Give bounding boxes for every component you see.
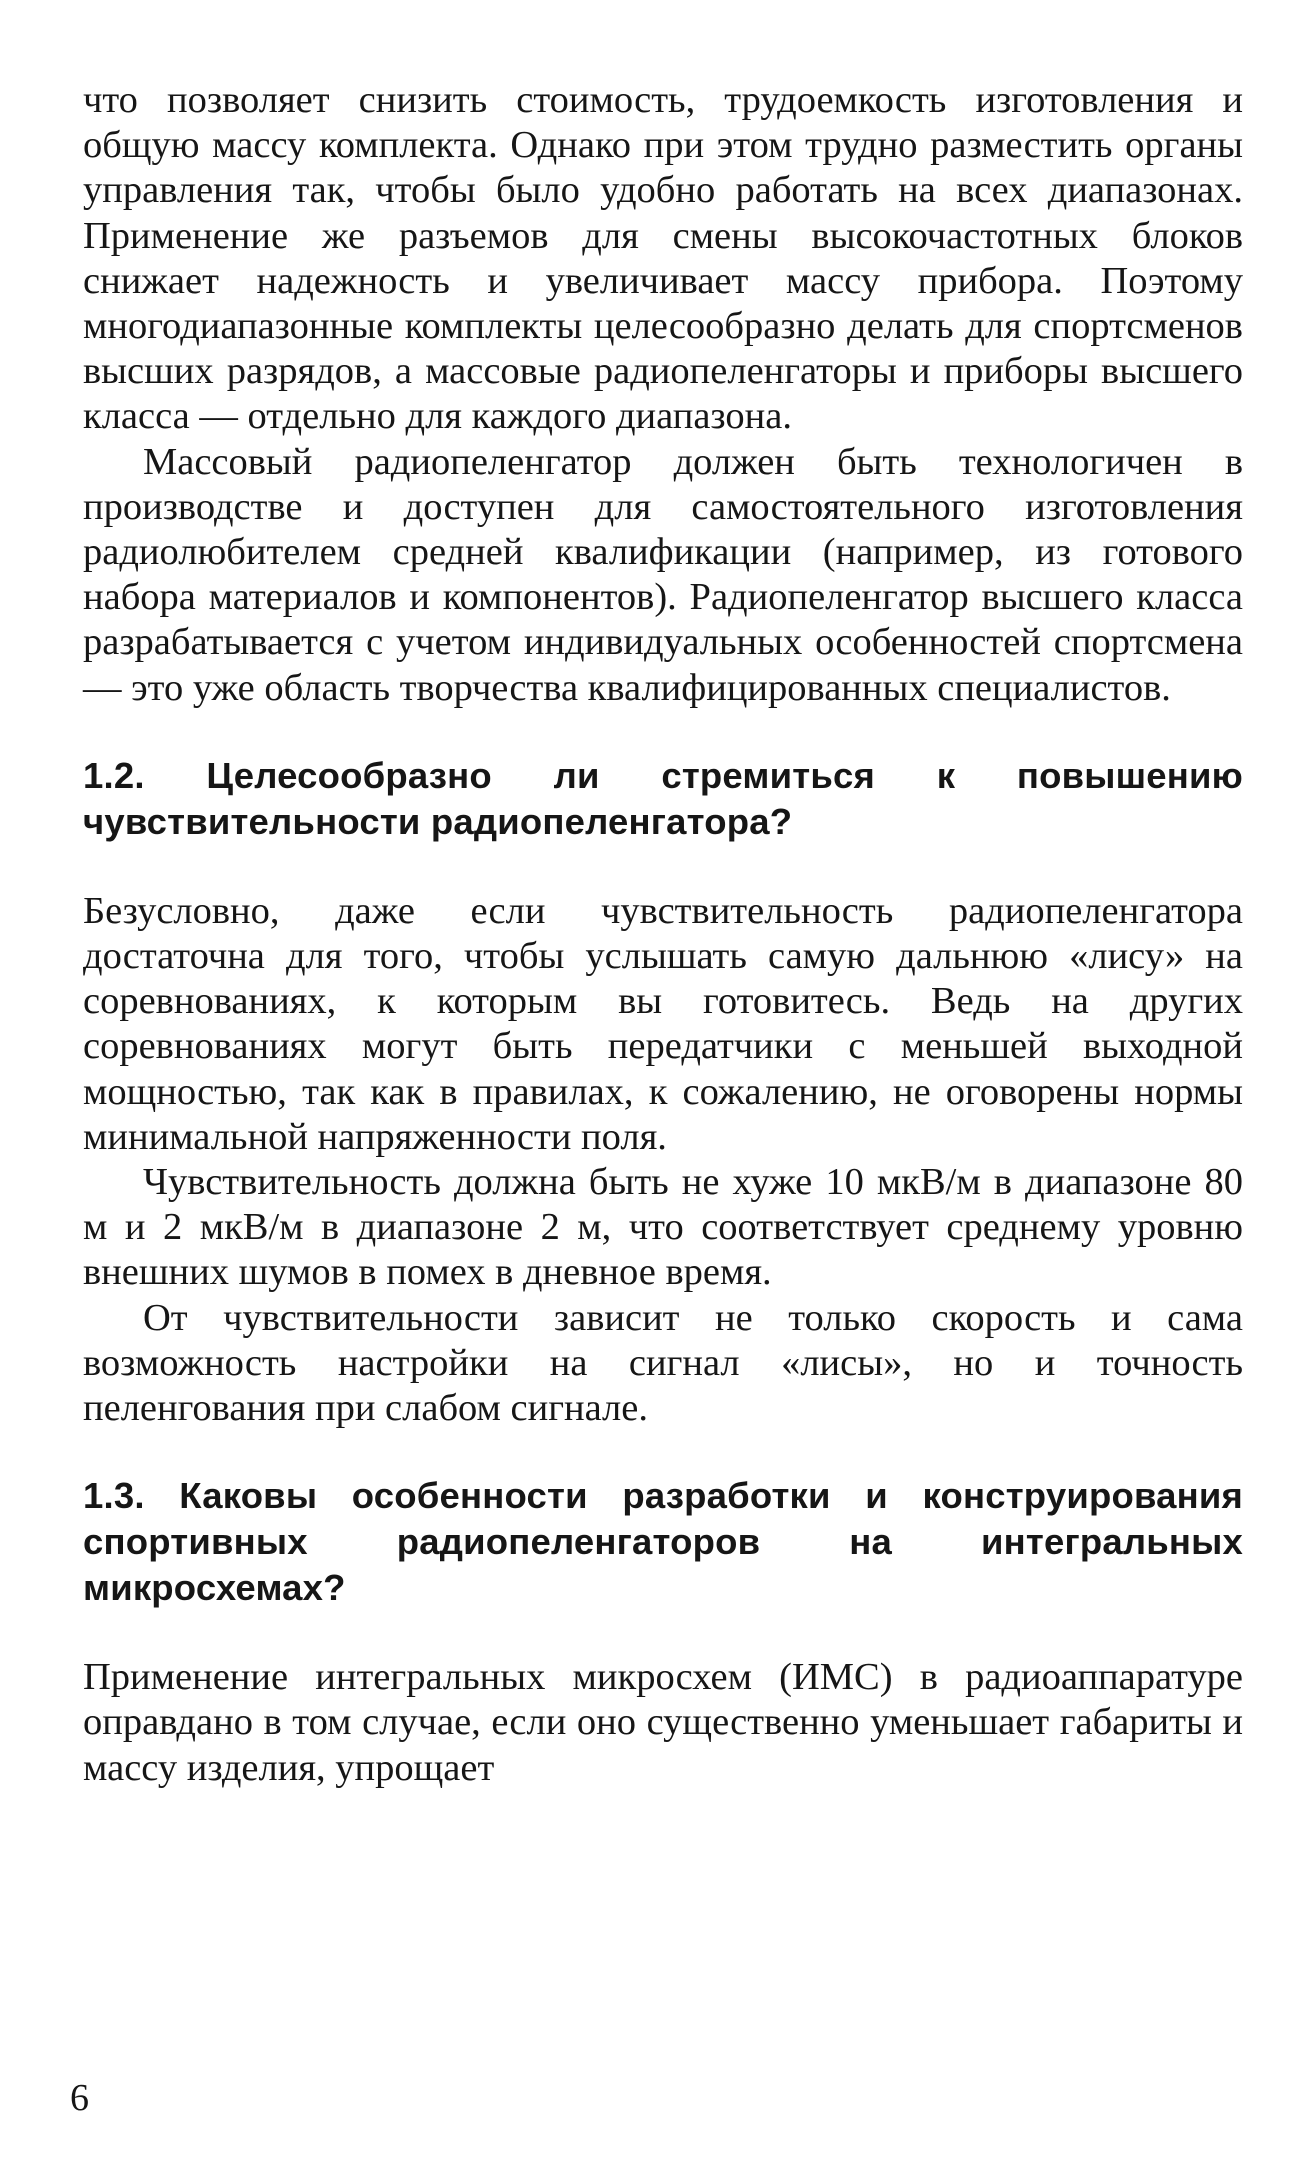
paragraph-intro-1: что позволяет снизить стоимость, трудоемкость изготовления и общую массу комплекта. Однако при этом трудно разместить органы управления так, чтобы было удобно работать на всех диапазонах. Применение же разъемов для смены высокочастотных блоков снижает надежность и увеличивает массу прибора. Поэтому многодиапазонные комплекты целесообразно делать для спортсменов высших разрядов, а массовые радиопеленгаторы и приборы высшего класса — отдельно для каждого диапазона. [83, 79, 1243, 438]
section-heading-1-2: 1.2. Целесообразно ли стремиться к повышению чувствительности радиопеленгатора? [83, 754, 1243, 842]
paragraph-intro-2: Массовый радиопеленгатор должен быть технологичен в производстве и доступен для самостоятельного изготовления радиолюбителем средней квалификации (например, из готового набора материалов и компонентов). Радиопеленгатор высшего класса разрабатывается с учетом индивидуальных особенностей спортсмена — это уже область творчества квалифицированных специалистов. [83, 440, 1243, 709]
paragraph-1-3-1: Применение интегральных микросхем (ИМС) в радиоаппаратуре оправдано в том случае, если оно существенно уменьшает габариты и массу изделия, упрощает [83, 1656, 1243, 1789]
page-number: 6 [70, 2077, 89, 2119]
page-body [83, 78, 1243, 1791]
paragraph-1-2-2: Чувствительность должна быть не хуже 10 мкВ/м в диапазоне 80 м и 2 мкВ/м в диапазоне 2 м, что соответствует среднему уровню внешних шумов в помех в дневное время. [83, 1161, 1243, 1294]
section-heading-1-3: 1.3. Каковы особенности разработки и конструирования спортивных радиопеленгаторов на интегральных микросхемах? [83, 1475, 1243, 1609]
paragraph-1-2-1: Безусловно, даже если чувствительность радиопеленгатора достаточна для того, чтобы услышать самую дальнюю «лису» на соревнованиях, к которым вы готовитесь. Ведь на других соревнованиях могут быть передатчики с меньшей выходной мощностью, так как в правилах, к сожалению, не оговорены нормы минимальной напряженности поля. [83, 889, 1243, 1158]
paragraph-1-2-3: От чувствительности зависит не только скорость и сама возможность настройки на сигнал «лисы», но и точность пеленгования при слабом сигнале. [83, 1296, 1243, 1430]
